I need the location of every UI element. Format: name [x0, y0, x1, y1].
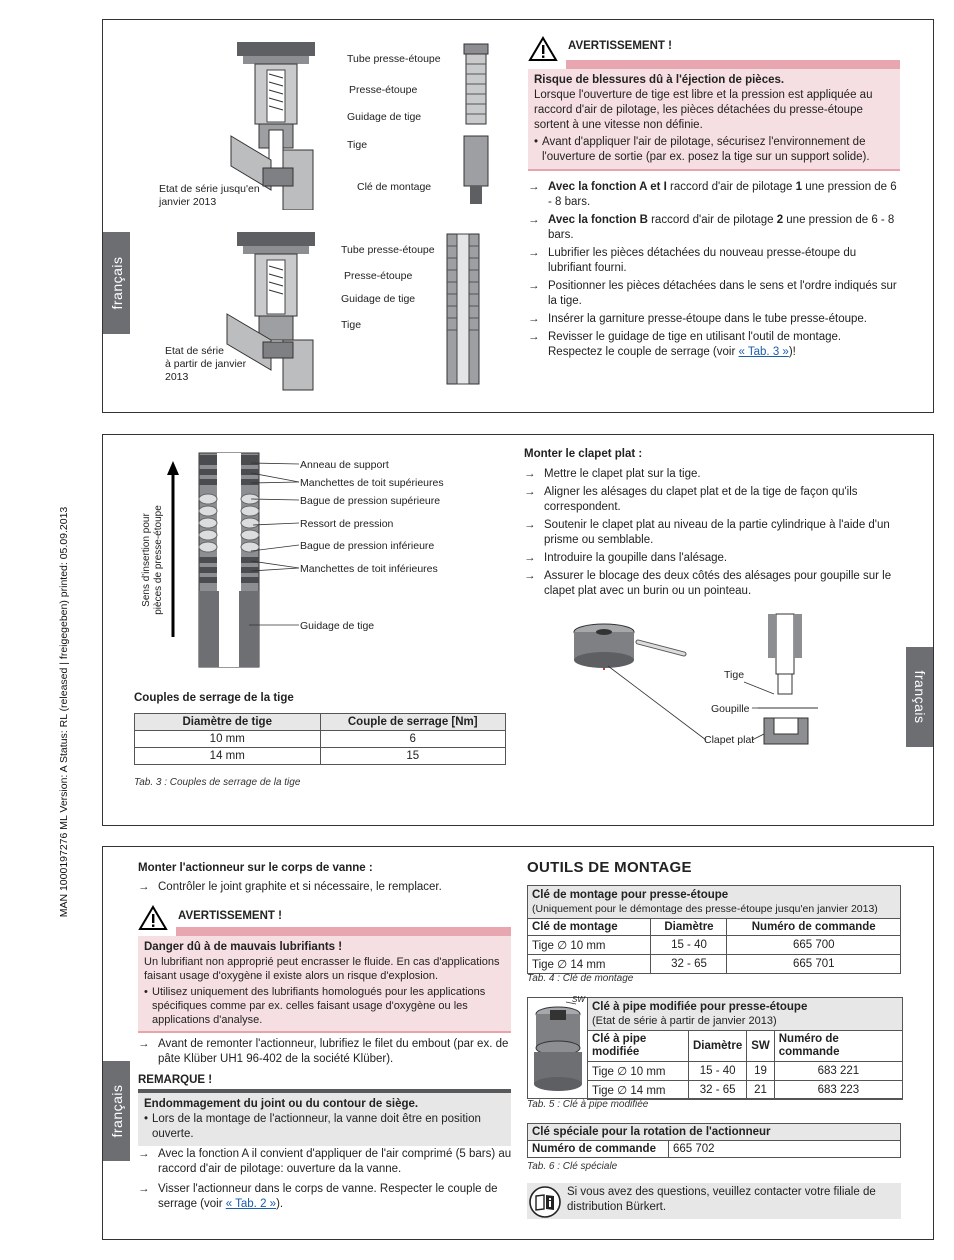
actuator-title: Monter l'actionneur sur le corps de vanne :	[138, 862, 373, 874]
label-guidage-de-tige-3: Guidage de tige	[300, 620, 375, 632]
step: → Avec la fonction B raccord d'air de pilotage 2 une pression de 6 - 8 bars.	[528, 214, 895, 241]
step: → Revisser le guidage de tige en utilisant l'outil de montage. Respectez le couple de serrage (voir « Tab. 3 »)!	[528, 331, 842, 358]
label-goupille: Goupille	[711, 703, 750, 715]
table-5-caption: Tab. 5 : Clé à pipe modifiée	[527, 1099, 649, 1110]
socket-wrench-icon	[530, 1000, 586, 1094]
language-tab-2: français	[103, 1061, 130, 1161]
tools-title: OUTILS DE MONTAGE	[527, 859, 692, 876]
label-tube-presse-etoupe-2: Tube presse-étoupe	[341, 244, 435, 256]
table-caption: Tab. 3 : Couples de serrage de la tige	[134, 777, 301, 788]
label-bague-pression-inferieure: Bague de pression inférieure	[300, 540, 435, 552]
actuator-step-2: → Avant de remonter l'actionneur, lubrifiez le filet du embout (par ex. de pâte Klüber UH1 96-402 de la société Klüber).	[138, 1038, 509, 1065]
step: → Soutenir le clapet plat au niveau de la partie cylindrique à l'aide d'un prisme ou semblable.	[524, 519, 890, 546]
state-post-2013: Etat de série à partir de janvier 2013	[165, 345, 247, 383]
language-tab: français	[103, 232, 130, 334]
panel-gland-order-and-clapet	[102, 434, 934, 826]
step: → Avec la fonction A et I raccord d'air de pilotage 1 une pression de 6 - 8 bars.	[528, 181, 897, 208]
clapet-plat-illustration	[568, 610, 838, 760]
label-presse-etoupe: Presse-étoupe	[349, 84, 418, 96]
info-book-icon	[529, 1186, 561, 1218]
label-guidage-de-tige: Guidage de tige	[347, 111, 422, 123]
label-clapet-plat: Clapet plat	[704, 734, 755, 746]
label-manchettes-inferieures: Manchettes de toit inférieures	[300, 563, 438, 575]
clapet-title: Monter le clapet plat :	[524, 448, 643, 460]
step: → Introduire la goupille dans l'alésage.	[524, 552, 728, 564]
label-bague-pression-superieure: Bague de pression supérieure	[300, 495, 441, 507]
label-cle-de-montage: Clé de montage	[357, 181, 432, 193]
label-manchettes-superieures: Manchettes de toit supérieures	[300, 477, 444, 489]
warning-icon	[138, 905, 168, 931]
remark-box: REMARQUE ! Endommagement du joint ou du contour de siège. • Lors de la montage de l'actionneur, la vanne doit être en position ouverte.	[138, 1074, 511, 1146]
table-cle-de-montage: Clé de montage pour presse-étoupe (Uniquement pour le démontage des presse-étoupe jusqu'en janvier 2013) Clé de montage Diamètre Numéro de commande Tige ∅ 10 mm 15 - 40 665 700 Tige ∅ 14 mm 32 - 65 665 701	[527, 885, 901, 974]
panel-gland-replacement	[102, 19, 934, 413]
label-tige-3: Tige	[724, 669, 745, 681]
step: → Aligner les alésages du clapet plat et de la tige de façon qu'ils correspondent.	[524, 486, 858, 513]
step: → Lubrifier les pièces détachées du nouveau presse-étoupe du lubrifiant fourni.	[528, 247, 857, 274]
label-leader-lines	[243, 455, 303, 635]
label-tige-2: Tige	[341, 319, 362, 331]
panel-actuator-and-tools	[102, 846, 934, 1240]
label-presse-etoupe-2: Presse-étoupe	[344, 270, 413, 282]
link-tab-2[interactable]: « Tab. 2 »	[225, 1198, 277, 1210]
document-meta-vertical: MAN 1000197276 ML Version: A Status: RL (released | freigegeben) printed: 05.09.2013	[58, 506, 70, 918]
step: → Insérer la garniture presse-étoupe dans le tube presse-étoupe.	[528, 313, 868, 325]
gland-steps	[528, 180, 898, 363]
label-ressort-de-pression: Ressort de pression	[300, 518, 394, 530]
label-guidage-de-tige-2: Guidage de tige	[341, 293, 416, 305]
info-box: Si vous avez des questions, veuillez contacter votre filiale de distribution Bürkert.	[527, 1183, 901, 1219]
torque-table: Diamètre de tige Couple de serrage [Nm] 10 mm 6 14 mm 15	[134, 713, 506, 765]
link-tab-3[interactable]: « Tab. 3 »	[738, 346, 789, 358]
actuator-steps-3-4: → Avec la fonction A il convient d'appliquer de l'air comprimé (5 bars) au raccord d'air de pilotage: ouverture da la vanne. → Visser l'actionneur dans le corps de vanne. Respecter le couple de serrage (voir « Tab. 2 »).	[138, 1148, 512, 1210]
language-tab-right: français	[906, 647, 933, 747]
table-cle-a-pipe: SW Clé à pipe modifiée pour presse-étoupe (Etat de série à partir de janvier 2013) Clé à pipe modifiée Diamètre SW Numéro de commande Tige ∅ 10 mm 15 - 40 19 683 221 Tige ∅ 14 mm 32 - 65 21 683 223	[527, 997, 903, 1099]
table-cle-speciale: Clé spéciale pour la rotation de l'actionneur Numéro de commande 665 702	[527, 1123, 901, 1158]
state-pre-2013: Etat de série jusqu'en janvier 2013	[159, 183, 260, 208]
actuator-step-1: → Contrôler le joint graphite et si nécessaire, le remplacer.	[138, 881, 442, 893]
warning-lubricants: AVERTISSEMENT ! Danger dû à de mauvais lubrifiants ! Un lubrifiant non approprié peut encrasser le fluide. En cas d'applications faisant usage d'oxygène il existe alors un risque d'explosion. • Utilisez uniquement des lubrifiants homologués pour les applications spécifiques comme par ex. celles faisant usage d'oxygène ou les applications d'analyse.	[138, 907, 511, 1033]
label-tube-presse-etoupe: Tube presse-étoupe	[347, 53, 441, 65]
torque-title: Couples de serrage de la tige	[134, 692, 294, 704]
gland-stack-illustration-post-2013	[443, 232, 483, 392]
insertion-direction-arrow	[165, 459, 181, 639]
valve-illustration-pre-2013	[223, 40, 473, 210]
gland-parts-illustration-pre-2013	[458, 42, 498, 212]
table-4-caption: Tab. 4 : Clé de montage	[527, 973, 634, 984]
clapet-steps	[524, 467, 900, 602]
insertion-direction-label: Sens d'insertion pour pièces de presse-étoupe	[141, 505, 164, 615]
label-anneau-de-support: Anneau de support	[300, 459, 389, 471]
step: → Assurer le blocage des deux côtés des alésages pour goupille sur le clapet plat avec un burin ou un pointeau.	[524, 570, 892, 597]
step: → Positionner les pièces détachées dans le sens et l'ordre indiqués sur la tige.	[528, 280, 897, 307]
label-tige: Tige	[347, 139, 368, 151]
warning-icon	[528, 36, 558, 62]
warning-ejection: AVERTISSEMENT ! Risque de blessures dû à l'éjection de pièces. Lorsque l'ouverture de tige est libre et la pression est appliquée au raccord d'air de pilotage, les pièces détachées du presse-étoupe sortent à une vitesse non définie. • Avant d'appliquer l'air de pilotage, sécurisez l'environnement de l'ouverture de sortie (par ex. posez la tige sur un support solide).	[528, 38, 900, 171]
step: → Mettre le clapet plat sur la tige.	[524, 468, 701, 480]
table-6-caption: Tab. 6 : Clé spéciale	[527, 1161, 618, 1172]
